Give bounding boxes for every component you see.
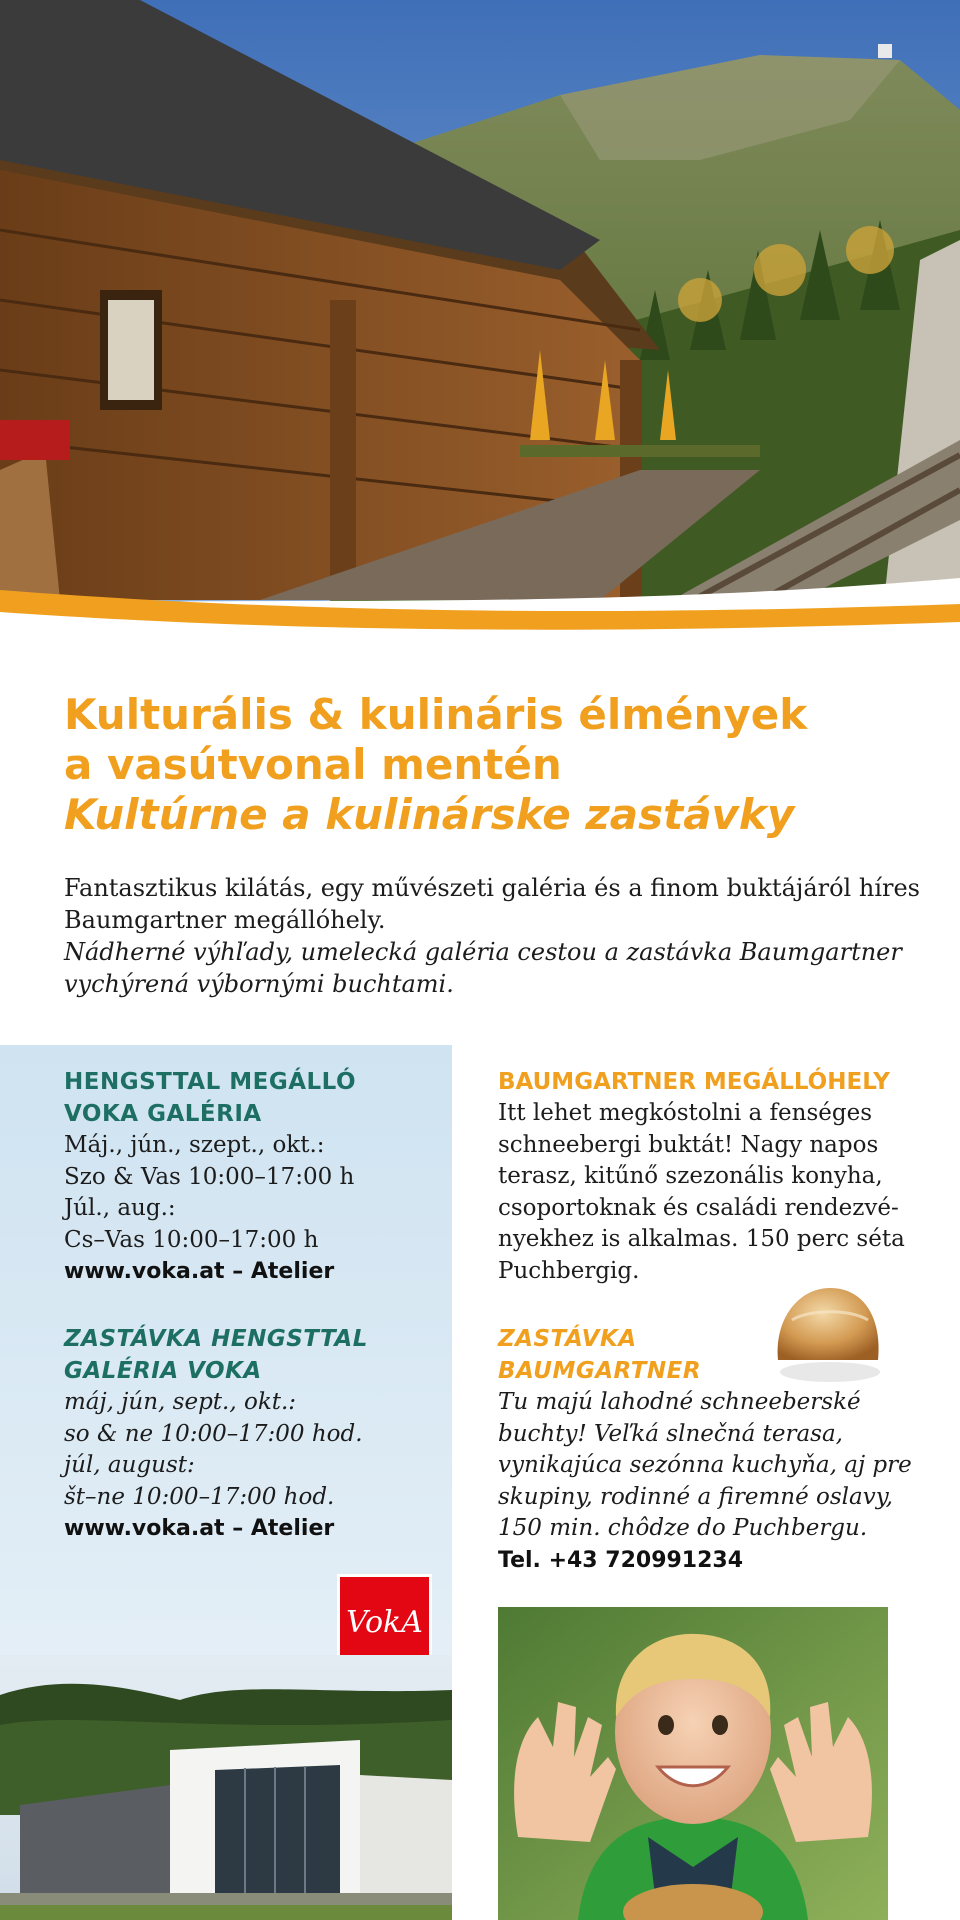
baumgartner-sk-text-line: 150 min. chôdze do Puchbergu. — [498, 1515, 868, 1541]
hero-photo-mountain-station — [0, 0, 960, 640]
baumgartner-hu-text-line: terasz, kitűnő szezonális konyha, — [498, 1163, 883, 1189]
hengsttal-sk-hours-line: júl, august: — [64, 1452, 195, 1478]
hengsttal-hu-section — [64, 1066, 444, 1288]
intro-paragraph — [64, 872, 924, 1000]
baumgartner-sk-text-line: skupiny, rodinné a firemné oslavy, — [498, 1483, 893, 1510]
voka-logo-text: VokA — [346, 1605, 423, 1640]
intro-hu-line1: Fantasztikus kilátás, egy művészeti galéria és a finom buktájáról híres — [64, 874, 920, 902]
hengsttal-sk-heading-line1: ZASTÁVKA HENGSTTAL — [64, 1326, 368, 1352]
hengsttal-hu-hours-line: Júl., aug.: — [64, 1195, 176, 1221]
hengsttal-hu-hours-line: Szo & Vas 10:00–17:00 h — [64, 1163, 355, 1190]
hengsttal-sk-heading-line2: GALÉRIA VOKA — [64, 1358, 262, 1384]
baumgartner-hu-text-line: csoportoknak és családi rendezvé- — [498, 1194, 899, 1221]
baumgartner-sk-heading — [498, 1323, 918, 1387]
page-title — [64, 690, 944, 840]
title-hu-line1: Kulturális & kulináris élmények — [64, 690, 808, 739]
baumgartner-hu-heading: BAUMGARTNER MEGÁLLÓHELY — [498, 1069, 890, 1095]
baumgartner-hu-text-line: schneebergi buktát! Nagy napos — [498, 1131, 879, 1158]
hengsttal-hu-heading-line2: VOKA GALÉRIA — [64, 1101, 262, 1127]
title-sk: Kultúrne a kulinárske zastávky — [64, 790, 795, 839]
title-hu-line2: a vasútvonal mentén — [64, 740, 562, 789]
intro-hu-line2: Baumgartner megállóhely. — [64, 906, 386, 934]
hengsttal-hu-heading — [64, 1066, 444, 1130]
child-photo — [498, 1607, 888, 1920]
hengsttal-sk-hours-line: máj, jún, sept., okt.: — [64, 1389, 297, 1415]
baumgartner-sk-text-line: Tu majú lahodné schneeberské — [498, 1389, 861, 1415]
baumgartner-sk-section — [498, 1323, 918, 1577]
hengsttal-sk-hours-line: so & ne 10:00–17:00 hod. — [64, 1420, 363, 1447]
voka-gallery-building-photo — [0, 1655, 452, 1920]
intro-sk-line1: Nádherné výhľady, umelecká galéria cestou a zastávka Baumgartner — [64, 938, 902, 966]
hengsttal-sk-hours-line: št–ne 10:00–17:00 hod. — [64, 1483, 335, 1510]
baumgartner-sk-heading-line1: ZASTÁVKA — [498, 1326, 637, 1352]
baumgartner-sk-text-line: buchty! Veľká slnečná terasa, — [498, 1420, 843, 1447]
baumgartner-sk-heading-line2: BAUMGARTNER — [498, 1358, 702, 1384]
hengsttal-sk-website-link[interactable]: www.voka.at – Atelier — [64, 1516, 335, 1541]
hengsttal-sk-section — [64, 1323, 444, 1545]
intro-sk-line2: vychýrená výbornými buchtami. — [64, 970, 454, 998]
hengsttal-sk-heading — [64, 1323, 444, 1387]
baumgartner-sk-text-line: vynikajúca sezónna kuchyňa, aj pre — [498, 1452, 912, 1478]
hengsttal-hu-hours-line: Cs–Vas 10:00–17:00 h — [64, 1226, 319, 1253]
baumgartner-hu-text-line: nyekhez is alkalmas. 150 perc séta — [498, 1226, 905, 1252]
phone-number[interactable]: Tel. +43 720991234 — [498, 1547, 744, 1573]
hengsttal-hu-hours-line: Máj., jún., szept., okt.: — [64, 1132, 325, 1158]
baumgartner-hu-text-line: Puchbergig. — [498, 1257, 640, 1284]
baumgartner-hu-section — [498, 1066, 918, 1287]
hengsttal-hu-website-link[interactable]: www.voka.at – Atelier — [64, 1259, 335, 1284]
hengsttal-hu-heading-line1: HENGSTTAL MEGÁLLÓ — [64, 1069, 357, 1095]
baumgartner-hu-text-line: Itt lehet megkóstolni a fenséges — [498, 1100, 872, 1126]
